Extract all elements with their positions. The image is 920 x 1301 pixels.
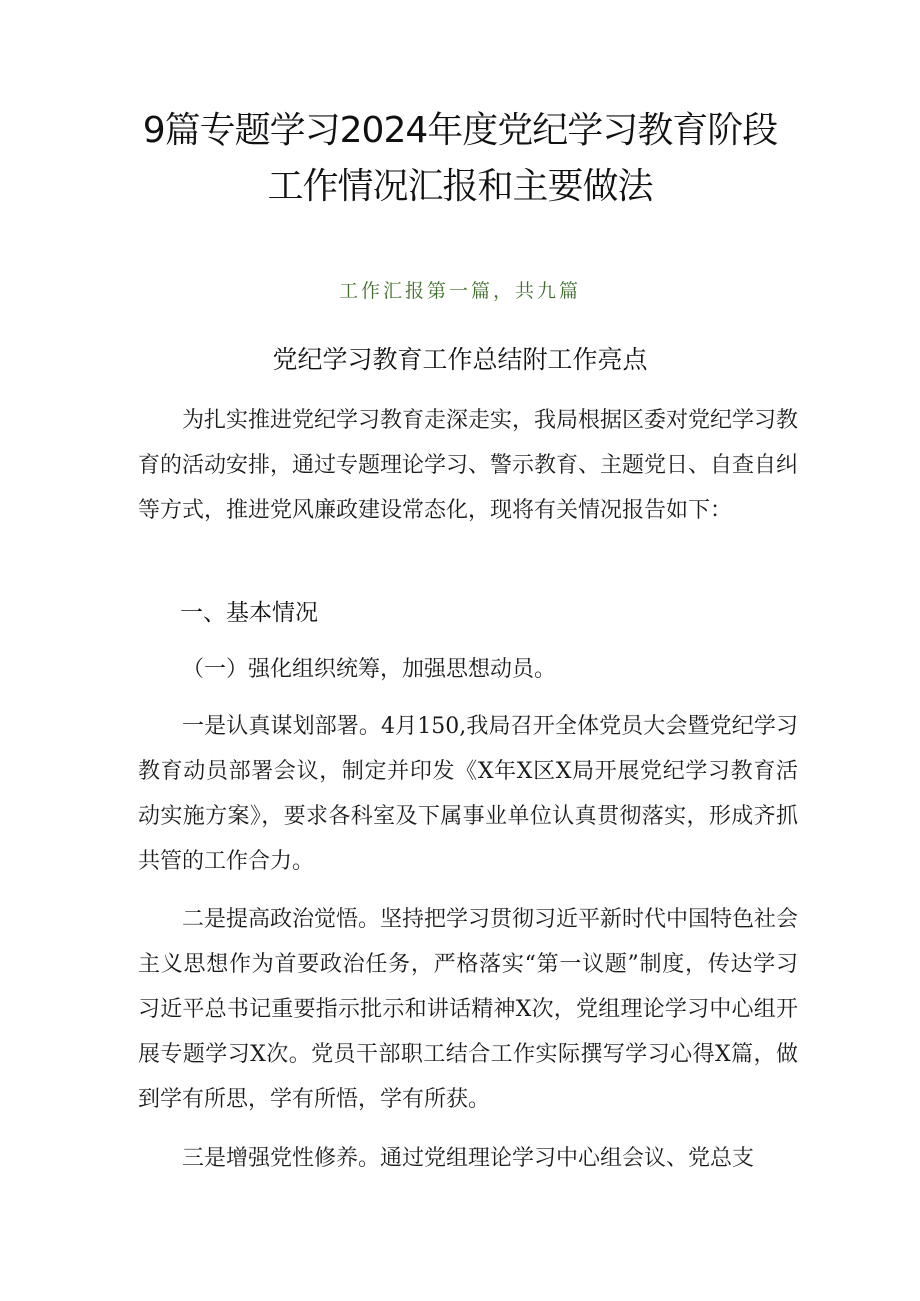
heading-basic-situation: 一、基本情况 (180, 600, 318, 626)
document-subtitle: 工作汇报第一篇，共九篇 (338, 280, 581, 302)
paragraph-party-spirit: 三是增强党性修养。通过党组理论学习中心组会议、党总支 (182, 1146, 755, 1171)
paragraph-planning: 一是认真谋划部署。4月150,我局召开全体党员大会暨党纪学习教育动员部署会议，制定并印发《X年X区X局开展党纪学习教育活动实施方案》，要求各科室及下属事业单位认真贯彻落实，形成齐抓共管的工作合力。 (138, 714, 798, 874)
title-line-2: 工作情况汇报和主要做法 (267, 166, 653, 207)
paragraph-political-awareness: 二是提高政治觉悟。坚持把学习贯彻习近平新时代中国特色社会主义思想作为首要政治任务，严格落实“第一议题”制度，传达学习习近平总书记重要指示批示和讲话精神X次，党组理论学习中心组开展专题学习X次。党员干部职工结合工作实际撰写学习心得X篇，做到学有所思，学有所悟，学有所获。 (138, 907, 799, 1112)
sub-heading-organization: （一）强化组织统筹，加强思想动员。 (182, 657, 557, 682)
section-title: 党纪学习教育工作总结附工作亮点 (272, 345, 648, 374)
title-line-1: 9篇专题学习2024年度党纪学习教育阶段 (142, 110, 778, 151)
document-title (0, 103, 920, 215)
intro-paragraph: 为扎实推进党纪学习教育走深走实，我局根据区委对党纪学习教育的活动安排，通过专题理论学习、警示教育、主题党日、自查自纠等方式，推进党风廉政建设常态化，现将有关情况报告如下： (138, 408, 799, 523)
